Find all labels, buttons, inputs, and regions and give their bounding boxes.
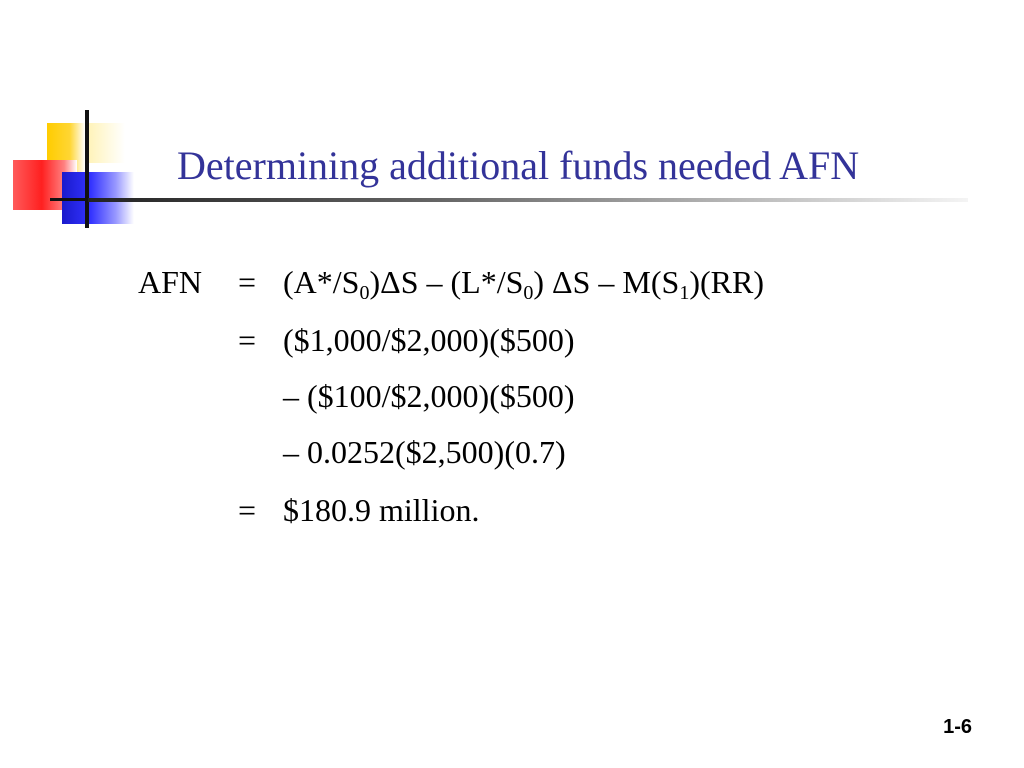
yellow-fade-square xyxy=(85,123,125,163)
equation-line-2: ($1,000/$2,000)($500) xyxy=(283,322,575,358)
equation-line-4: – 0.0252($2,500)(0.7) xyxy=(283,434,566,470)
equation-line-3: – ($100/$2,000)($500) xyxy=(283,378,575,414)
equals-sign-1: = xyxy=(238,264,257,300)
equation-result: $180.9 million. xyxy=(283,492,480,528)
vertical-divider xyxy=(85,110,89,228)
equals-sign-3: = xyxy=(238,492,257,528)
equation-lhs: AFN xyxy=(138,264,203,300)
equals-sign-2: = xyxy=(238,322,257,358)
title-underline xyxy=(88,198,968,202)
slide-title: Determining additional funds needed AFN xyxy=(177,143,860,188)
decorative-squares xyxy=(0,0,160,240)
equation-line-1: $(A*/S_0)\Delta S - (L*/S_0)$ ΔS – $M(S_1)(RR)$ xyxy=(283,264,764,304)
page-number: 1-6 xyxy=(943,716,972,738)
